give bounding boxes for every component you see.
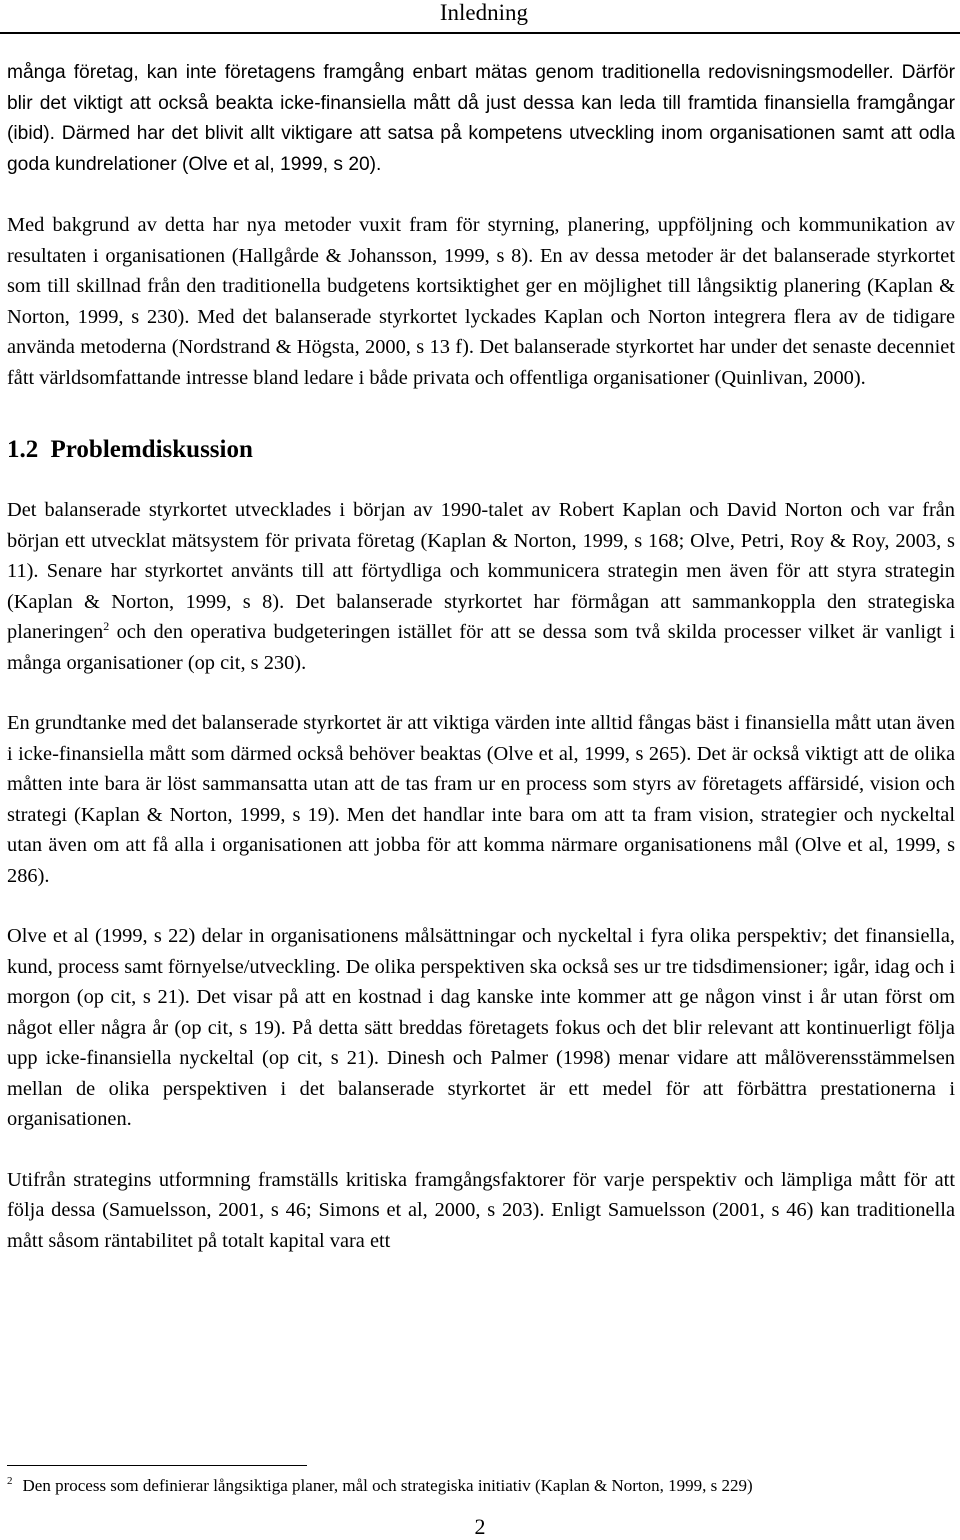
footnote-text: Den process som definierar långsiktiga planer, mål och strategiska initiativ (Kaplan & Norton, 1999, s 229) xyxy=(22,1476,753,1495)
section-paragraph-4: Utifrån strategins utformning framställs kritiska framgångsfaktorer för varje perspektiv och lämpliga mått för att följa dessa (Samuelsson, 2001, s 46; Simons et al, 2000, s 203). Enligt Samuelsson (2001, s 46) kan traditionella mått såsom räntabilitet på totalt kapital vara ett xyxy=(7,1168,955,1252)
footnote-marker: 2 xyxy=(7,1475,13,1488)
paragraph-2: Med bakgrund av detta har nya metoder vuxit fram för styrning, planering, uppföljning och kommunikation av resultaten i organisationen (Hallgårde & Johansson, 1999, s 8). En av dessa metoder är det balanserade styrkortet som till skillnad från den traditionella budgetens kortsiktighet ger en möjlighet till långsiktig planering (Kaplan & Norton, 1999, s 230). Med det balanserade styrkortet lyckades Kaplan och Norton integrera flera av de tidigare använda metoderna (Nordstrand & Högsta, 2000, s 13 f). Det balanserade styrkortet har under det senaste decenniet fått världsomfattande intresse bland ledare i både privata och offentliga organisationer (Quinlivan, 2000). xyxy=(7,214,955,389)
header-title: Inledning xyxy=(439,0,528,25)
footnote-reference: 2 xyxy=(103,619,110,634)
section-paragraph-1-end: och den operativa budgeteringen istället för att se dessa som två skilda processer vilket är vanligt i många organisationer (op cit, s 230). xyxy=(7,621,955,674)
section-paragraph-1-start: Det balanserade styrkortet utvecklades i början av 1990-talet av Robert Kaplan och David Norton och var från början ett utvecklat mätsystem för privata företag (Kaplan & Norton, 1999, s 168; Olve, Petri, Roy & Roy, 2003, s 11). Senare har styrkortet använts till att förtydliga och kommunicera strategin men även för att styra strategin (Kaplan & Norton, 1999, s 8). Det balanserade styrkortet har förmågan att sammankoppla den strategiska planeringen xyxy=(7,499,955,643)
page-body xyxy=(7,58,955,1256)
section-paragraph-3: Olve et al (1999, s 22) delar in organisationens målsättningar och nyckeltal i fyra olika perspektiv; det finansiella, kund, process samt förnyelse/utveckling. De olika perspektiven ska också ses ur tre tidsdimensioner; igår, idag och i morgon (op cit, s 21). Det visar på att en kostnad i dag kanske inte kommer att ge någon vinst i år utan först om något eller några år (op cit, s 19). På detta sätt breddas företagets fokus och det blir relevant att kontinuerligt följa upp icke-finansiella nyckeltal (op cit, s 21). Dinesh och Palmer (1998) menar vidare att målöverensstämmelsen mellan de olika perspektiven i det balanserade styrkortet är ett medel för att förbättra prestationerna i organisationen. xyxy=(7,925,955,1130)
page-number: 2 xyxy=(474,1514,486,1539)
paragraph-1: många företag, kan inte företagens framgång enbart mätas genom traditionella redovisningsmodeller. Därför blir det viktigt att också beakta icke-finansiella mått då just dessa kan leda till framtida finansiella framgångar (ibid). Därmed har det blivit allt viktigare att satsa på kompetens utveckling inom organisationen samt att odla goda kundrelationer (Olve et al, 1999, s 20). xyxy=(7,62,955,175)
section-title: Problemdiskussion xyxy=(50,436,253,463)
section-paragraph-1 xyxy=(7,495,955,678)
footnote-divider xyxy=(7,1465,307,1466)
page-header xyxy=(0,0,960,34)
section-paragraph-2: En grundtanke med det balanserade styrkortet är att viktiga värden inte alltid fångas bäst i finansiella mått utan även i icke-finansiella mått som därmed också behöver beaktas (Olve et al, 1999, s 265). Det är också viktigt att de olika måtten inte bara är löst sammansatta utan att de tas fram ur en process som styrs av företagets affärsidé, vision och strategi (Kaplan & Norton, 1999, s 19). Men det handlar inte bara om att ta fram vision, strategier och nyckeltal utan även om att få alla i organisationen att jobba för att komma närmare organisationens mål (Olve et al, 1999, s 286). xyxy=(7,712,955,887)
section-number: 1.2 xyxy=(7,436,39,463)
footnote xyxy=(7,1474,753,1498)
section-heading xyxy=(7,435,955,465)
